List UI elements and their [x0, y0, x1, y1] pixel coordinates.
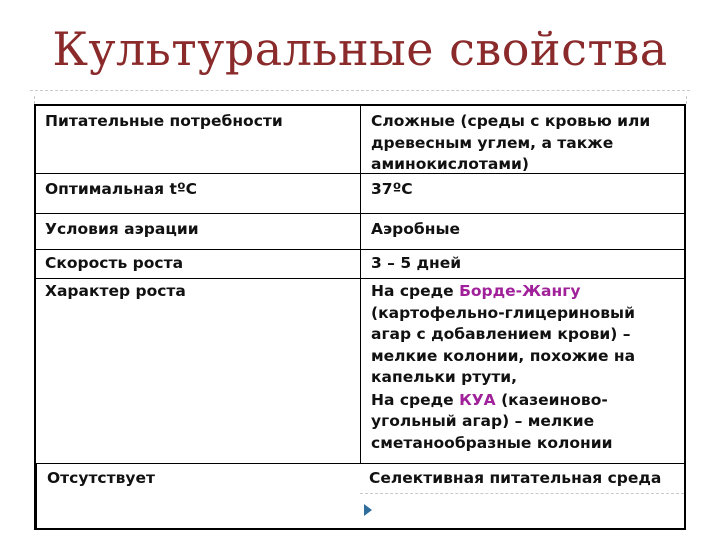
table-row-label: Питательные потребности — [36, 106, 360, 174]
table-row-value: Аэробные — [360, 214, 684, 250]
medium-name-highlight: Борде-Жангу — [459, 282, 581, 300]
text-fragment: (казеиново-угольный агар) – мелкие сметанообразные колонии — [371, 390, 613, 452]
table-row-label: Характер роста — [36, 279, 360, 464]
growth-paragraph-1 — [371, 281, 676, 389]
text-fragment: На среде — [371, 282, 460, 300]
bullet-arrow-icon — [364, 504, 372, 516]
growth-paragraph-2 — [371, 390, 676, 455]
table-row-label: Селективная питательная среда — [360, 464, 684, 494]
slide-title: Культуральные свойства — [52, 22, 668, 76]
table-row-value — [360, 279, 684, 464]
decorative-guide-right — [686, 96, 687, 104]
title-divider — [30, 90, 690, 91]
text-fragment: На среде — [371, 390, 460, 409]
empty-cell — [360, 494, 684, 528]
table-row-label: Скорость роста — [36, 250, 360, 279]
table-row-label: Оптимальная tºС — [36, 174, 360, 214]
medium-name-highlight: КУА — [459, 390, 496, 409]
decorative-guide-left — [34, 96, 35, 104]
text-fragment: (картофельно-глицериновый агар с добавлением крови) – мелкие колонии, похожие на капельки ртути, — [371, 303, 636, 386]
table-row-value: 37ºС — [360, 174, 684, 214]
table-row-value: 3 – 5 дней — [360, 250, 684, 279]
table-row-value: Отсутствует — [36, 464, 360, 528]
table-row-value: Сложные (среды с кровью или древесным углем, а также аминокислотами) — [360, 106, 684, 174]
table-row-label: Условия аэрации — [36, 214, 360, 250]
properties-table — [34, 104, 686, 530]
